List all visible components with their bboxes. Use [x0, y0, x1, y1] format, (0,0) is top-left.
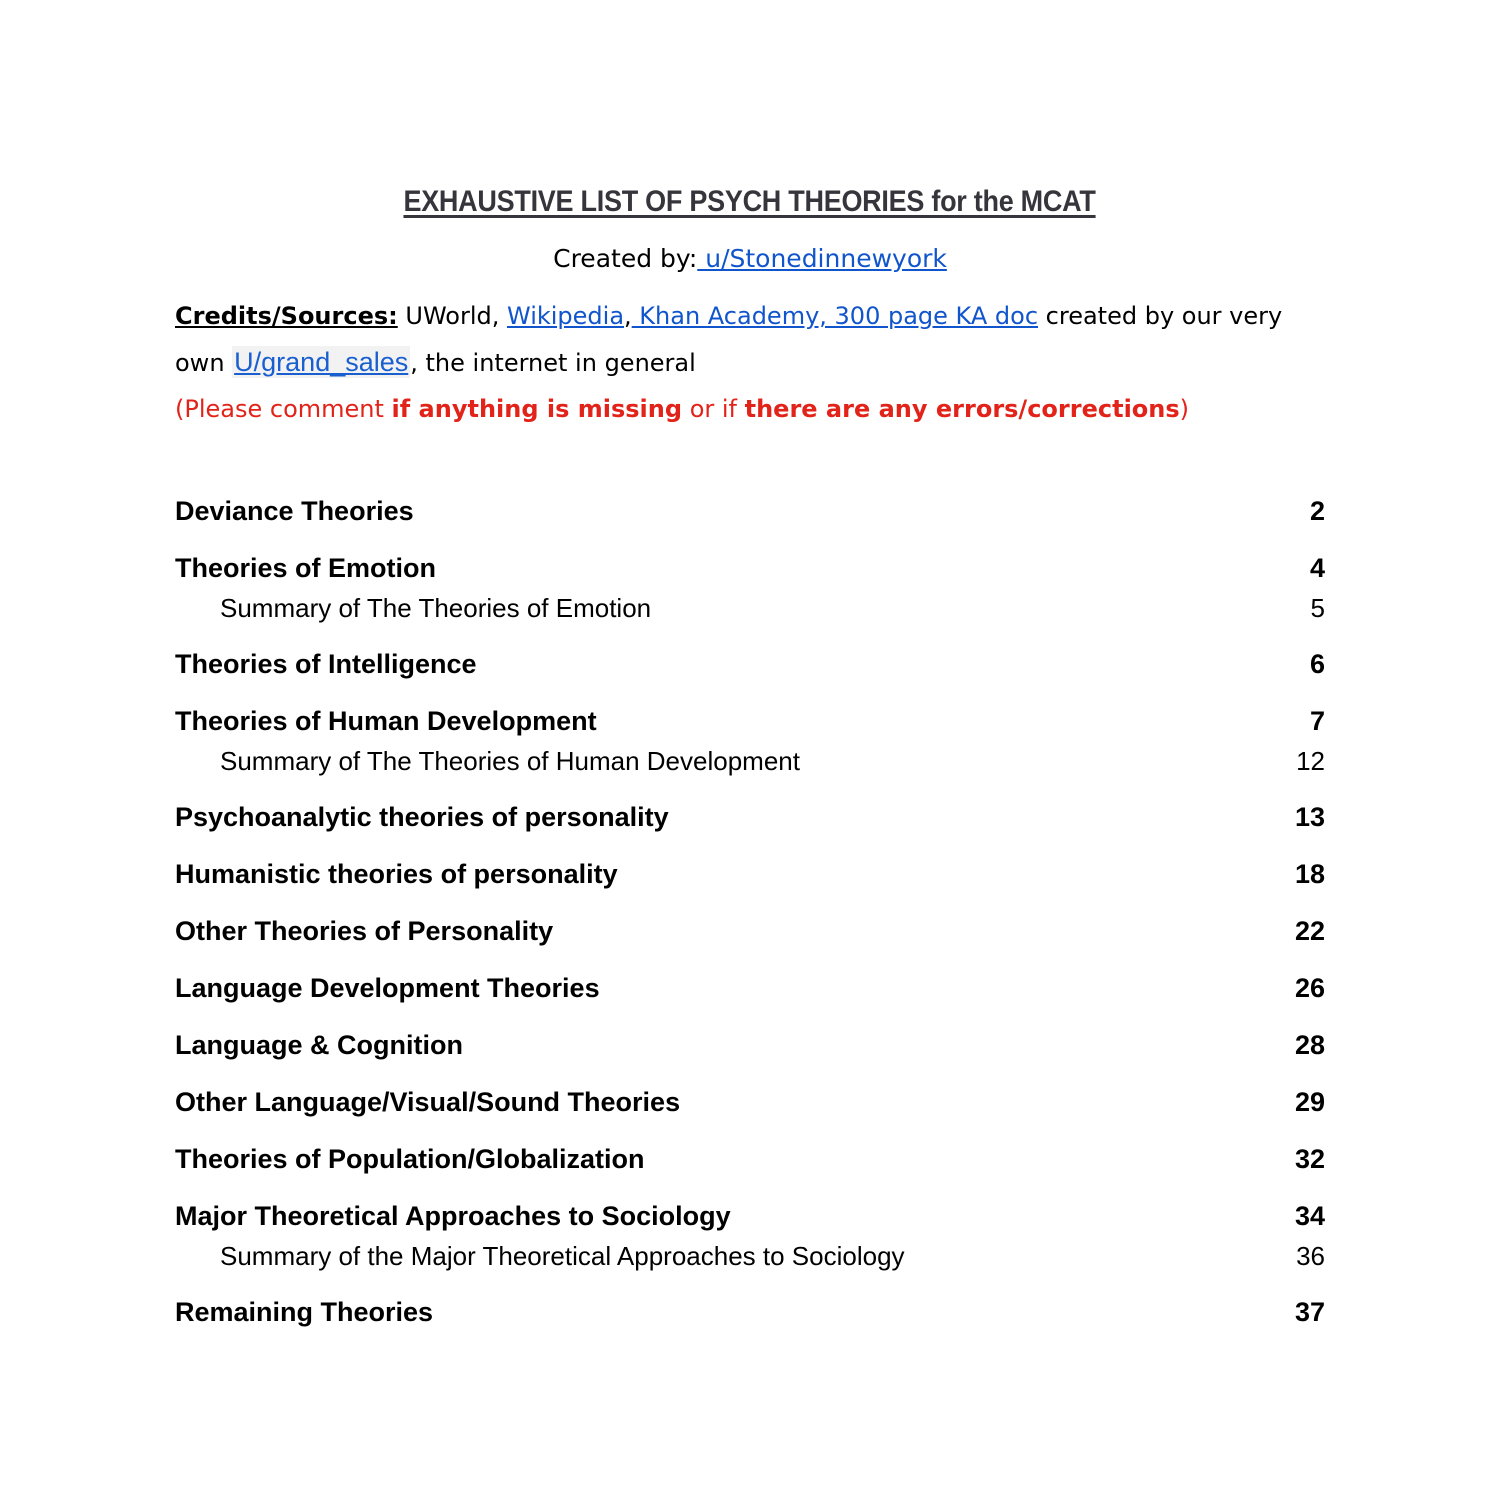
toc-entry-label: Theories of Human Development: [175, 706, 597, 736]
credits-comma: ,: [624, 302, 632, 330]
toc-entry-label: Other Language/Visual/Sound Theories: [175, 1087, 681, 1117]
credits-text-uworld: UWorld,: [397, 302, 507, 330]
toc-entry-page-number: 12: [1296, 746, 1325, 776]
toc-entry[interactable]: [175, 555, 1325, 582]
notice-open: (Please comment: [175, 395, 392, 423]
toc-entry-page-number: 29: [1294, 1087, 1325, 1117]
toc-entry[interactable]: [175, 651, 1325, 678]
toc-entry[interactable]: [175, 1089, 1325, 1116]
toc-entry-page-number: 13: [1294, 802, 1325, 832]
notice-line: [175, 386, 1325, 432]
notice-bold-errors: there are any errors/corrections: [744, 395, 1180, 423]
grand-sales-link[interactable]: U/grand_sales: [234, 347, 409, 377]
toc-entry[interactable]: [175, 804, 1325, 831]
toc-entry[interactable]: [175, 975, 1325, 1002]
toc-entry-page-number: 5: [1310, 593, 1325, 623]
toc-entry-page-number: 34: [1294, 1201, 1325, 1231]
notice-close: ): [1179, 395, 1190, 423]
toc-entry-page-number: 32: [1294, 1144, 1325, 1174]
toc-entry[interactable]: [175, 1032, 1325, 1059]
toc-entry-label: Other Theories of Personality: [175, 916, 554, 946]
toc-entry-page-number: 2: [1309, 496, 1325, 526]
toc-entry-label: Deviance Theories: [175, 496, 414, 526]
credits-text-created: created by our very: [1038, 302, 1283, 330]
toc-entry-page-number: 18: [1294, 859, 1325, 889]
toc-entry-label: Language Development Theories: [175, 973, 600, 1003]
page-title-text: EXHAUSTIVE LIST OF PSYCH THEORIES for the MCAT: [403, 185, 1097, 218]
page-title: [175, 186, 1325, 217]
notice-mid: or if: [682, 395, 745, 423]
table-of-contents: [175, 498, 1325, 1326]
credits-label: Credits/Sources:: [175, 302, 398, 330]
toc-entry-label: Theories of Intelligence: [175, 649, 477, 679]
toc-entry[interactable]: [175, 1203, 1325, 1230]
toc-entry[interactable]: [175, 748, 1325, 774]
toc-entry-page-number: 28: [1294, 1030, 1325, 1060]
notice-bold-missing: if anything is missing: [391, 395, 683, 423]
khan-academy-link[interactable]: Khan Academy, 300 page KA doc: [631, 302, 1039, 330]
credits-line: [175, 293, 1325, 386]
toc-entry-label: Remaining Theories: [175, 1297, 434, 1327]
toc-entry-label: Theories of Emotion: [175, 553, 437, 583]
author-link[interactable]: u/Stonedinnewyork: [697, 244, 947, 273]
document-page: [175, 0, 1325, 1326]
toc-entry-label: Psychoanalytic theories of personality: [175, 802, 669, 832]
toc-entry-page-number: 6: [1309, 649, 1325, 679]
toc-entry[interactable]: [175, 498, 1325, 525]
toc-entry-page-number: 4: [1309, 553, 1325, 583]
toc-entry[interactable]: [175, 918, 1325, 945]
created-by-line: [175, 243, 1325, 275]
toc-entry[interactable]: [175, 708, 1325, 735]
wikipedia-link[interactable]: Wikipedia: [506, 302, 625, 330]
toc-entry[interactable]: [175, 1243, 1325, 1269]
toc-entry-page-number: 7: [1309, 706, 1325, 736]
toc-entry-page-number: 36: [1296, 1241, 1325, 1271]
toc-entry-page-number: 26: [1294, 973, 1325, 1003]
toc-entry-page-number: 37: [1294, 1297, 1325, 1327]
toc-entry-label: Major Theoretical Approaches to Sociology: [175, 1201, 731, 1231]
credits-text-internet: , the internet in general: [410, 349, 696, 377]
toc-entry-label: Theories of Population/Globalization: [175, 1144, 645, 1174]
toc-entry-label: Language & Cognition: [175, 1030, 463, 1060]
toc-entry-label: Summary of The Theories of Emotion: [220, 593, 652, 623]
toc-entry-label: Summary of The Theories of Human Development: [220, 746, 800, 776]
toc-entry[interactable]: [175, 1299, 1325, 1326]
toc-entry[interactable]: [175, 595, 1325, 621]
toc-entry[interactable]: [175, 861, 1325, 888]
toc-entry[interactable]: [175, 1146, 1325, 1173]
toc-entry-label: Summary of the Major Theoretical Approaches to Sociology: [220, 1241, 905, 1271]
toc-entry-page-number: 22: [1294, 916, 1325, 946]
toc-entry-label: Humanistic theories of personality: [175, 859, 618, 889]
created-by-label: Created by:: [553, 244, 698, 273]
credits-text-own: own: [175, 349, 233, 377]
